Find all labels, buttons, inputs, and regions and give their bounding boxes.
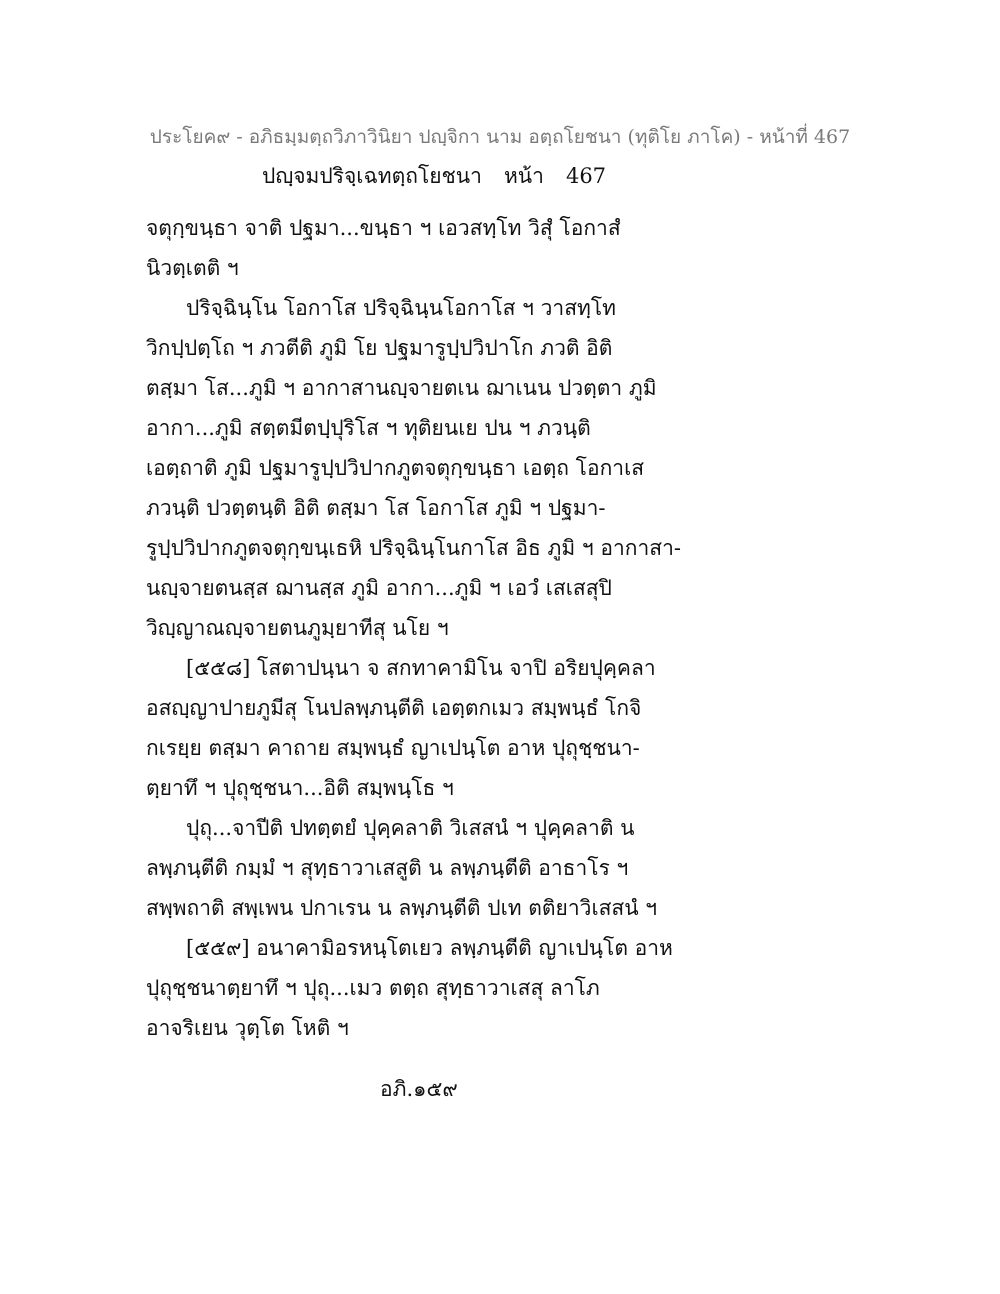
paragraph-start-line: [๕๕๙] อนาคามิอรหนฺโตเยว ลพฺภนฺตีติ ญาเปนฺโต อาห [186, 936, 673, 960]
text-line: นญฺจายตนสฺส ฌานสฺส ภูมิ อากา...ภูมิ ฯ เอวํ เสเสสุปิ [146, 576, 612, 600]
paragraph-start-line: ปริจฺฉินฺโน โอกาโส ปริจฺฉินฺนโอกาโส ฯ วาสทฺโท [186, 296, 616, 320]
section-heading [262, 160, 606, 193]
text-line: วิกปฺปตฺโถ ฯ ภวตีติ ภูมิ โย ปฐมารูปฺปวิปาโก ภวติ อิติ [146, 336, 613, 360]
text-line: วิญฺญาณญฺจายตนภูมฺยาทีสุ นโย ฯ [146, 616, 449, 640]
text-line: ปุถุชฺชนาตฺยาทึ ฯ ปุถุ...เมว ตตฺถ สุทฺธาวาเสสุ ลาโภ [146, 976, 600, 1000]
paragraph-start-line: ปุถุ...จาปีติ ปทตฺตยํ ปุคฺคลาติ วิเสสนํ ฯ ปุคฺคลาติ น [186, 816, 635, 840]
text-line: กเรยฺย ตสฺมา คาถาย สมฺพนฺธํ ญาเปนฺโต อาห ปุถุชฺชนา- [146, 736, 640, 760]
paragraph-start-line: [๕๕๘] โสตาปนฺนา จ สกทาคามิโน จาปิ อริยปุคฺคลา [186, 656, 656, 680]
text-line: รูปฺปวิปากภูตจตุกฺขนฺเธหิ ปริจฺฉินฺโนกาโส อิธ ภูมิ ฯ อากาสา- [146, 536, 681, 560]
text-line: ภวนฺติ ปวตฺตนฺติ อิติ ตสฺมา โส โอกาโส ภูมิ ฯ ปฐมา- [146, 496, 606, 520]
text-line: จตุกฺขนฺธา จาติ ปฐมา...ขนฺธา ฯ เอวสทฺโท วิสุํ โอกาสํ [146, 216, 621, 240]
text-line: เอตฺถาติ ภูมิ ปฐมารูปฺปวิปากภูตจตุกฺขนฺธา เอตฺถ โอกาเส [146, 456, 645, 480]
text-line: อาจริเยน วุตฺโต โหติ ฯ [146, 1016, 349, 1040]
text-line: สพฺพถาติ สพฺเพน ปกาเรน น ลพฺภนฺตีติ ปเท ตติยาวิเสสนํ ฯ [146, 896, 658, 920]
page-footer-code: อภิ.๑๕๙ [380, 1077, 458, 1101]
text-line: นิวตฺเตติ ฯ [146, 256, 239, 280]
text-line: อสญฺญาปายภูมีสุ โนปลพฺภนฺตีติ เอตฺตกเมว สมฺพนฺธํ โกจิ [146, 696, 642, 720]
section-title: ปญฺจมปริจฺเฉทตฺถโยชนา [262, 164, 482, 188]
text-line: ตฺยาทึ ฯ ปุถุชฺชนา...อิติ สมฺพนฺโธ ฯ [146, 776, 454, 800]
text-line: อากา...ภูมิ สตฺตมีตปฺปุริโส ฯ ทุติยนเย ปน ฯ ภวนฺติ [146, 416, 591, 440]
running-header: ประโยค๙ - อภิธมฺมตฺถวิภาวินิยา ปญฺจิกา นาม อตฺถโยชนา (ทุติโย ภาโค) - หน้าที่ 467 [149, 126, 851, 148]
page-label: หน้า [503, 164, 544, 188]
page-number: 467 [565, 164, 607, 188]
text-line: ตสฺมา โส...ภูมิ ฯ อากาสานญฺจายตเน ฌาเนน ปวตฺตา ภูมิ [146, 376, 657, 400]
text-line: ลพฺภนฺตีติ กมฺมํ ฯ สุทฺธาวาเสสูติ น ลพฺภนฺตีติ อาธาโร ฯ [146, 856, 629, 880]
body-text [146, 208, 866, 1048]
